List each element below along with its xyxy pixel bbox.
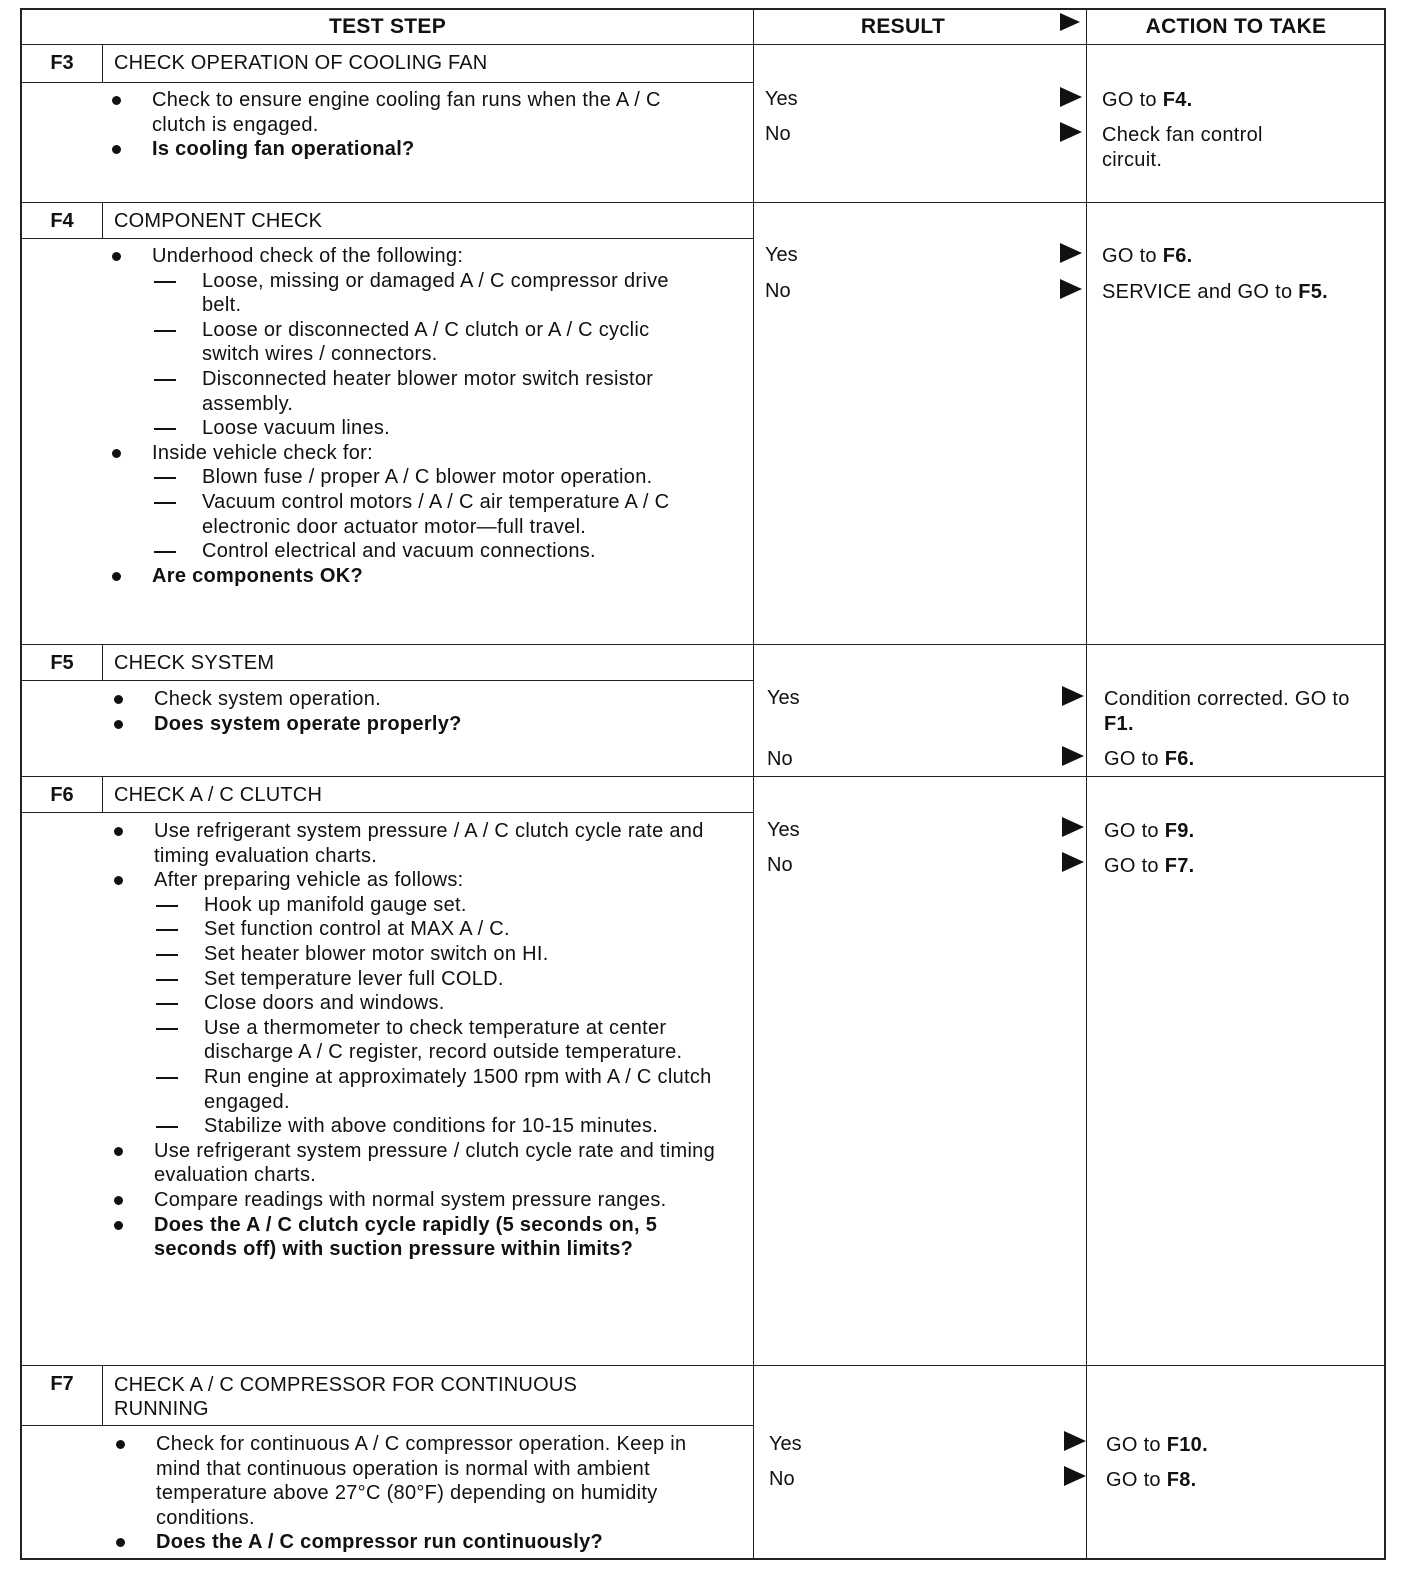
step-title-divider [22, 1425, 753, 1426]
arrow-right-icon [1060, 87, 1082, 107]
arrow-right-icon [1064, 1431, 1086, 1451]
step-body-f3 [112, 88, 712, 162]
step-title-divider [22, 82, 753, 83]
bullet-item: After preparing vehicle as follows: [114, 868, 724, 893]
dash-item: Disconnected heater blower motor switch resistor assembly. [112, 367, 712, 416]
result-yes: Yes [767, 687, 800, 709]
result-no: No [765, 123, 791, 145]
header-action: ACTION TO TAKE [1145, 15, 1327, 38]
arrow-right-icon [1060, 279, 1082, 299]
bullet-item: Compare readings with normal system pressure ranges. [114, 1188, 724, 1213]
column-divider-action [1086, 10, 1087, 1558]
action-yes-f5: Condition corrected. GO to F1. [1104, 688, 1350, 735]
header-test-step: TEST STEP [328, 15, 447, 38]
bullet-item: Inside vehicle check for: [112, 441, 712, 466]
step-title-divider [22, 812, 753, 813]
arrow-right-icon [1062, 686, 1084, 706]
header-result: RESULT [860, 15, 946, 38]
action-no-f6: GO to F7. [1104, 855, 1195, 877]
dash-item: Close doors and windows. [114, 991, 724, 1016]
result-yes: Yes [769, 1433, 802, 1455]
dash-item: Loose, missing or damaged A / C compressor drive belt. [112, 269, 712, 318]
dash-item: Run engine at approximately 1500 rpm with A / C clutch engaged. [114, 1065, 724, 1114]
bullet-item: Check to ensure engine cooling fan runs when the A / C clutch is engaged. [112, 88, 712, 137]
step-title-f7: CHECK A / C COMPRESSOR FOR CONTINUOUS RUNNING [114, 1374, 578, 1420]
dash-item: Loose vacuum lines. [112, 416, 712, 441]
bullet-item: Underhood check of the following: [112, 244, 712, 269]
bullet-question: Are components OK? [112, 564, 712, 589]
arrow-right-icon [1060, 243, 1082, 263]
action-no-f3: Check fan control circuit. [1102, 124, 1263, 171]
action-no-f4: SERVICE and GO to F5. [1102, 281, 1329, 303]
step-id-divider [102, 44, 103, 82]
step-id-divider [102, 776, 103, 812]
dash-item: Stabilize with above conditions for 10-15 minutes. [114, 1114, 724, 1139]
step-title-divider [22, 238, 753, 239]
action-yes-f3: GO to F4. [1102, 89, 1193, 111]
column-divider-result [753, 10, 754, 1558]
dash-item: Set heater blower motor switch on HI. [114, 942, 724, 967]
action-yes-f4: GO to F6. [1102, 245, 1193, 267]
step-title-f4: COMPONENT CHECK [114, 210, 323, 232]
step-body-f7 [116, 1432, 726, 1555]
step-id-f5: F5 [50, 652, 74, 674]
arrow-right-icon [1062, 746, 1084, 766]
bullet-question: Is cooling fan operational? [112, 137, 712, 162]
result-yes: Yes [765, 88, 798, 110]
result-no: No [767, 748, 793, 770]
result-no: No [765, 280, 791, 302]
bullet-item: Use refrigerant system pressure / A / C clutch cycle rate and timing evaluation charts. [114, 819, 724, 868]
step-title-f3: CHECK OPERATION OF COOLING FAN [114, 52, 488, 74]
step-body-f4 [112, 244, 712, 588]
step-title-divider [22, 680, 753, 681]
step-title-f6: CHECK A / C CLUTCH [114, 784, 323, 806]
result-no: No [769, 1468, 795, 1490]
step-title-f5: CHECK SYSTEM [114, 652, 275, 674]
result-yes: Yes [765, 244, 798, 266]
step-id-f6: F6 [50, 784, 74, 806]
bullet-question: Does system operate properly? [114, 712, 714, 737]
step-body-f6 [114, 819, 724, 1262]
dash-item: Blown fuse / proper A / C blower motor operation. [112, 465, 712, 490]
step-id-f4: F4 [50, 210, 74, 232]
step-id-divider [102, 202, 103, 238]
step-divider [22, 1365, 1384, 1366]
step-divider [22, 202, 1384, 203]
header-arrow-icon [1060, 13, 1080, 31]
step-id-f3: F3 [50, 52, 74, 74]
header-divider [22, 44, 1384, 45]
action-yes-f6: GO to F9. [1104, 820, 1195, 842]
bullet-question: Does the A / C clutch cycle rapidly (5 seconds on, 5 seconds off) with suction pressure within limits? [114, 1213, 724, 1262]
action-yes-f7: GO to F10. [1106, 1434, 1208, 1456]
step-divider [22, 776, 1384, 777]
result-yes: Yes [767, 819, 800, 841]
dash-item: Hook up manifold gauge set. [114, 893, 724, 918]
bullet-question: Does the A / C compressor run continuously? [116, 1530, 726, 1555]
bullet-item: Check for continuous A / C compressor operation. Keep in mind that continuous operation is normal with ambient temperature above 27°C (80°F) depending on humidity conditions. [116, 1432, 726, 1530]
step-id-divider [102, 644, 103, 680]
action-no-f5: GO to F6. [1104, 748, 1195, 770]
step-id-divider [102, 1365, 103, 1425]
step-body-f5 [114, 687, 714, 736]
dash-item: Set function control at MAX A / C. [114, 917, 724, 942]
arrow-right-icon [1062, 817, 1084, 837]
arrow-right-icon [1060, 122, 1082, 142]
result-no: No [767, 854, 793, 876]
bullet-item: Use refrigerant system pressure / clutch cycle rate and timing evaluation charts. [114, 1139, 724, 1188]
arrow-right-icon [1064, 1466, 1086, 1486]
dash-item: Vacuum control motors / A / C air temperature A / C electronic door actuator motor—full travel. [112, 490, 712, 539]
dash-item: Set temperature lever full COLD. [114, 967, 724, 992]
action-no-f7: GO to F8. [1106, 1469, 1197, 1491]
diagnostic-table [20, 8, 1386, 1560]
dash-item: Control electrical and vacuum connections. [112, 539, 712, 564]
arrow-right-icon [1062, 852, 1084, 872]
step-id-f7: F7 [50, 1373, 74, 1395]
dash-item: Loose or disconnected A / C clutch or A / C cyclic switch wires / connectors. [112, 318, 712, 367]
bullet-item: Check system operation. [114, 687, 714, 712]
dash-item: Use a thermometer to check temperature at center discharge A / C register, record outside temperature. [114, 1016, 724, 1065]
step-divider [22, 644, 1384, 645]
